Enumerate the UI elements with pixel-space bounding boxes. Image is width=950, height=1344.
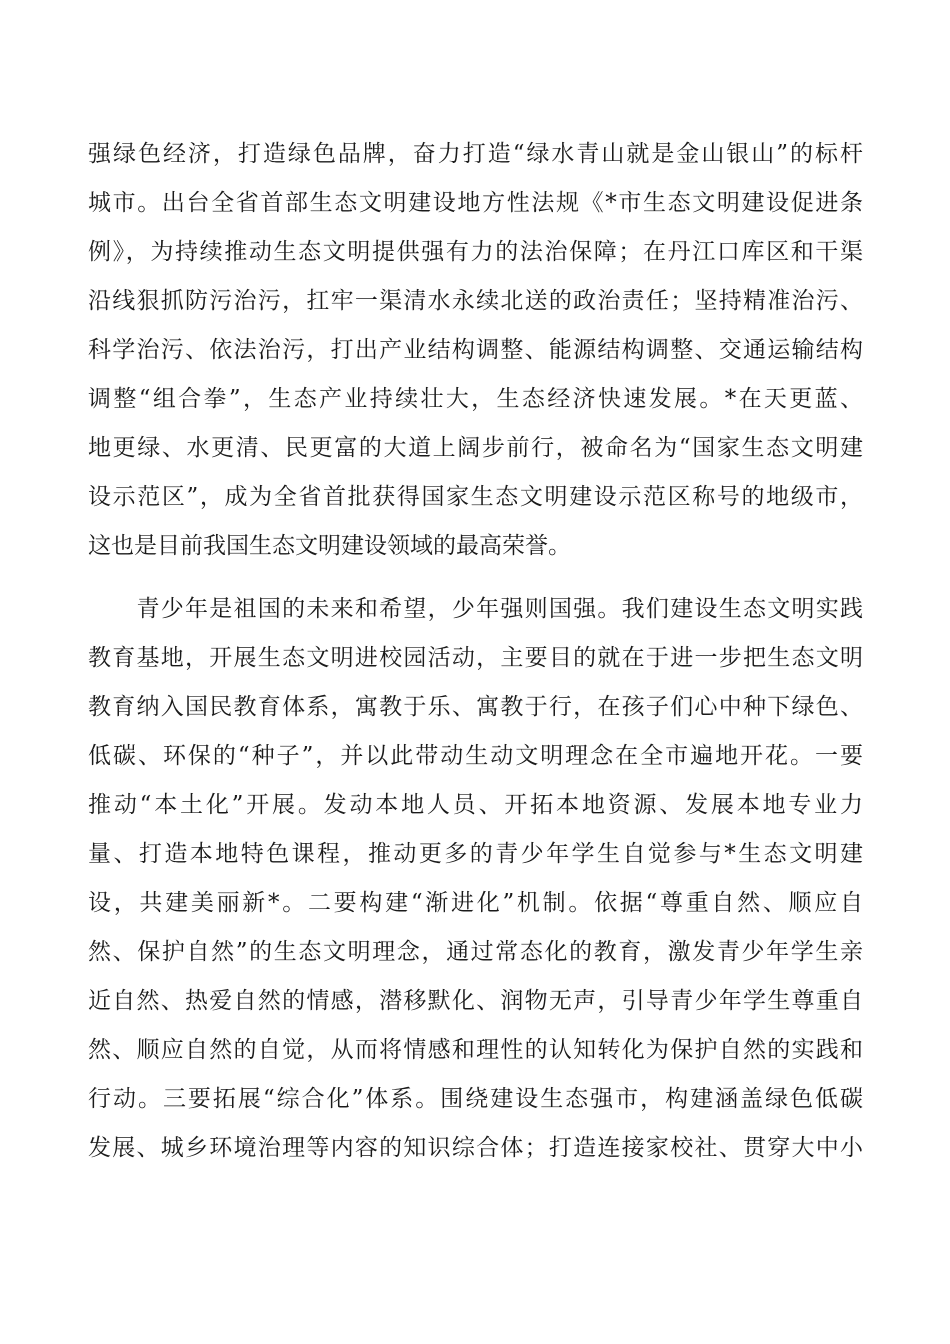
text-line: 这也是目前我国生态文明建设领域的最高荣誉。 [88, 533, 571, 559]
text-line: 城市。出台全省首部生态文明建设地方性法规《*市生态文明建设促进条 [88, 190, 863, 216]
text-line: 教育纳入国民教育体系，寓教于乐、寓教于行，在孩子们心中种下绿色、 [88, 694, 863, 720]
paragraph-eco-city [88, 130, 863, 571]
text-line: 量、打造本地特色课程，推动更多的青少年学生自觉参与*生态文明建 [88, 841, 863, 867]
text-line: 发展、城乡环境治理等内容的知识综合体；打造连接家校社、贯穿大中小 [88, 1135, 863, 1161]
text-line: 近自然、热爱自然的情感，潜移默化、润物无声，引导青少年学生尊重自 [88, 988, 863, 1014]
text-line: 青少年是祖国的未来和希望，少年强则国强。我们建设生态文明实践 [88, 596, 863, 622]
document-body [88, 130, 863, 1173]
text-line: 设示范区”，成为全省首批获得国家生态文明建设示范区称号的地级市， [88, 484, 863, 510]
text-line: 地更绿、水更清、民更富的大道上阔步前行，被命名为“国家生态文明建 [88, 435, 863, 461]
text-line: 教育基地，开展生态文明进校园活动，主要目的就在于进一步把生态文明 [88, 645, 863, 671]
paragraph-spacer [88, 571, 863, 585]
text-line: 然、顺应自然的自觉，从而将情感和理性的认知转化为保护自然的实践和 [88, 1037, 863, 1063]
text-line: 例》，为持续推动生态文明提供强有力的法治保障；在丹江口库区和干渠 [88, 239, 863, 265]
text-line: 强绿色经济，打造绿色品牌，奋力打造“绿水青山就是金山银山”的标杆 [88, 141, 863, 167]
text-line: 沿线狠抓防污治污，扛牢一渠清水永续北送的政治责任；坚持精准治污、 [88, 288, 863, 314]
text-line: 低碳、环保的“种子”，并以此带动生动文明理念在全市遍地开花。一要 [88, 743, 863, 769]
text-line: 行动。三要拓展“综合化”体系。围绕建设生态强市，构建涵盖绿色低碳 [88, 1086, 863, 1112]
paragraph-youth-education [88, 585, 863, 1173]
text-line: 科学治污、依法治污，打出产业结构调整、能源结构调整、交通运输结构 [88, 337, 863, 363]
text-line: 设，共建美丽新*。二要构建“渐进化”机制。依据“尊重自然、顺应自 [88, 890, 863, 916]
text-line: 推动“本土化”开展。发动本地人员、开拓本地资源、发展本地专业力 [88, 792, 863, 818]
text-line: 然、保护自然”的生态文明理念，通过常态化的教育，激发青少年学生亲 [88, 939, 863, 965]
text-line: 调整“组合拳”，生态产业持续壮大，生态经济快速发展。*在天更蓝、 [88, 386, 863, 412]
